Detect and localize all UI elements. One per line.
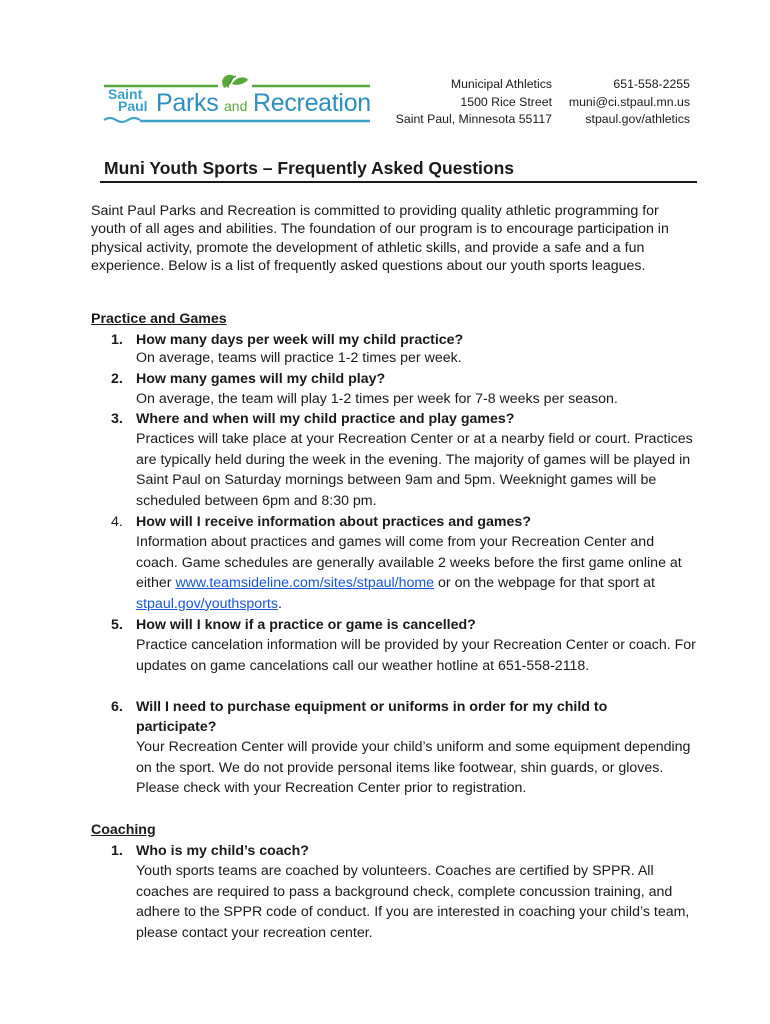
faq-answer	[136, 429, 696, 511]
faq-answer	[136, 532, 696, 614]
faq-number: 2.	[111, 371, 123, 387]
page-title: Muni Youth Sports – Frequently Asked Questions	[104, 158, 515, 178]
faq-question: Where and when will my child practice and play games?	[136, 411, 515, 427]
faq-answer-text: Youth sports teams are coached by volunteers. Coaches are certified by SPPR. All coaches are required to pass a background check, complete concussion training, and adhere to the SPPR code of conduct. If you are interested in coaching your child’s team, please contact your recreation center.	[136, 863, 690, 941]
contact-city: Saint Paul, Minnesota 55117	[395, 112, 552, 126]
contact-department: Municipal Athletics	[450, 77, 552, 91]
faq-question: Will I need to purchase equipment or uniforms in order for my child to	[136, 699, 608, 715]
intro-text: Saint Paul Parks and Recreation is committed to providing quality athletic programming for youth of all ages and abilities. The foundation of our program is to encourage participation in physical activity, promote the development of athletic skills, and provide a safe and a fun experience. Below is a list of frequently asked questions about our youth sports leagues.	[91, 203, 669, 275]
contact-website: stpaul.gov/athletics	[585, 112, 690, 126]
faq-answer	[136, 389, 696, 410]
youthsports-link[interactable]: stpaul.gov/youthsports	[136, 595, 278, 612]
contact-phone: 651-558-2255	[613, 77, 690, 91]
faq-answer	[136, 737, 696, 799]
faq-number: 1.	[111, 332, 123, 348]
contact-email: muni@ci.stpaul.mn.us	[568, 94, 690, 109]
faq-number: 4.	[111, 514, 123, 530]
faq-question: How many games will my child play?	[136, 371, 386, 387]
intro-paragraph	[91, 202, 691, 276]
faq-answer-text: Practices will take place at your Recreation Center or at a nearby field or court. Practices are typically held during the week in the evening. The majority of games will be played in Saint Paul on Saturday mornings between 9am and 5pm. Weeknight games will be scheduled between 6pm and 8:30 pm.	[136, 431, 693, 509]
faq-question: Who is my child’s coach?	[136, 843, 309, 859]
parks-recreation-logo	[100, 74, 372, 128]
faq-answer-text	[136, 532, 696, 614]
faq-answer-part: Information about practices and games will come from your Recreation Center and coach. Game schedules are generally available 2 weeks before the first game online at either	[136, 534, 682, 591]
faq-answer	[136, 348, 696, 369]
logo-saint-text: Saint	[108, 86, 143, 102]
contact-street: 1500 Rice Street	[460, 94, 552, 109]
faq-question: How will I know if a practice or game is cancelled?	[136, 617, 476, 633]
logo-parks-text: Parks	[156, 89, 219, 117]
title-underline	[100, 181, 697, 183]
logo-paul-text: Paul	[118, 98, 148, 114]
faq-number: 6.	[111, 699, 123, 715]
logo-and-text: and	[224, 98, 248, 114]
teamsideline-link[interactable]: www.teamsideline.com/sites/stpaul/home	[175, 575, 435, 591]
contact-details	[569, 76, 690, 129]
faq-answer	[136, 861, 696, 943]
faq-answer-text: Your Recreation Center will provide your child’s uniform and some equipment depending on the sport. We do not provide personal items like footwear, shin guards, or gloves. Please check with your Recreation Center prior to registration.	[136, 739, 691, 796]
faq-answer	[136, 635, 696, 676]
faq-answer-part: or on the webpage for that sport at	[434, 575, 655, 591]
faq-number: 5.	[111, 617, 123, 633]
faq-question: How many days per week will my child practice?	[136, 332, 464, 348]
logo-recreation-text: Recreation	[253, 89, 371, 117]
faq-answer-text: Practice cancelation information will be provided by your Recreation Center or coach. For updates on game cancelations call our weather hotline at 651-558-2118.	[136, 637, 696, 674]
section-heading-practice-games: Practice and Games	[91, 311, 227, 327]
faq-answer-text: On average, the team will play 1-2 times per week for 7-8 weeks per season.	[136, 391, 618, 407]
faq-question: How will I receive information about practices and games?	[136, 514, 531, 530]
faq-number: 3.	[111, 411, 123, 427]
faq-question-continued: participate?	[136, 719, 217, 735]
faq-answer-text: On average, teams will practice 1-2 times per week.	[136, 350, 462, 366]
contact-address	[396, 76, 552, 129]
section-heading-coaching: Coaching	[91, 822, 156, 838]
faq-answer-part: .	[277, 595, 282, 612]
faq-number: 1.	[111, 843, 123, 859]
